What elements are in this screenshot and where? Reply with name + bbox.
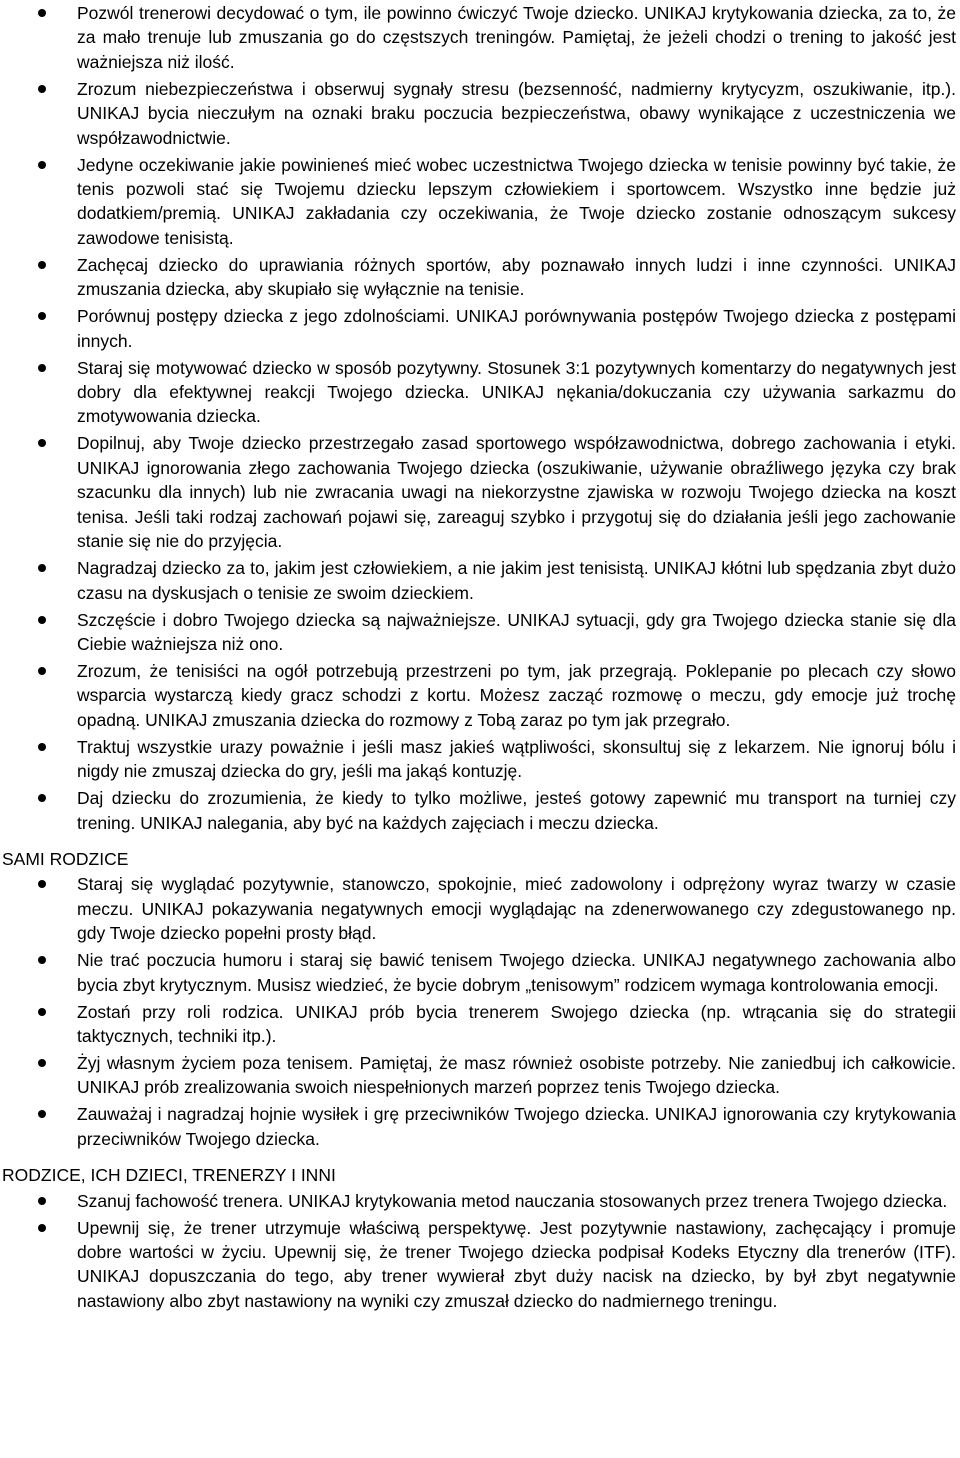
list-item bbox=[0, 786, 960, 835]
list-item-text: Daj dziecku do zrozumienia, że kiedy to tylko możliwe, jesteś gotowy zapewnić mu transport na turniej czy trening. UNIKAJ nalegania, aby być na każdych zajęciach i meczu dziecka. bbox=[77, 788, 956, 833]
bullet-icon bbox=[38, 85, 46, 93]
list-item bbox=[0, 304, 960, 353]
bullet-icon bbox=[38, 1110, 46, 1118]
list-item-text: Staraj się motywować dziecko w sposób pozytywny. Stosunek 3:1 pozytywnych komentarzy do negatywnych jest dobry dla efektywnej reakcji Twojego dziecka. UNIKAJ nękania/dokuczania czy używania sarkazmu do zmotywowania dziecka. bbox=[77, 357, 956, 427]
list-item bbox=[0, 253, 960, 302]
list-item bbox=[0, 431, 960, 553]
bullet-icon bbox=[38, 794, 46, 802]
bullet-icon bbox=[38, 9, 46, 17]
list-item bbox=[0, 153, 960, 251]
list-item-text: Zachęcaj dziecko do uprawiania różnych sportów, aby poznawało innych ludzi i inne czynności. UNIKAJ zmuszania dziecka, aby skupiało się wyłącznie na tenisie. bbox=[77, 254, 956, 300]
list-item-text: Zauważaj i nagradzaj hojnie wysiłek i grę przeciwników Twojego dziecka. UNIKAJ ignorowania czy krytykowania przeciwników Twojego dziecka. bbox=[77, 1104, 956, 1149]
list-item-text: Nie trać poczucia humoru i staraj się bawić tenisem Twojego dziecka. UNIKAJ negatywnego zachowania albo bycia zbyt krytycznym. Musisz wiedzieć, że bycie dobrym „tenisowym” rodzicem wymaga kontrolowania emocji. bbox=[77, 950, 956, 995]
section-heading-others: RODZICE, ICH DZIECI, TRENERZY I INNI bbox=[2, 1165, 336, 1186]
bullet-icon bbox=[38, 161, 46, 169]
bullet-icon bbox=[38, 1197, 46, 1205]
list-item-text: Szanuj fachowość trenera. UNIKAJ krytykowania metod nauczania stosowanych przez trenera Twojego dziecka. bbox=[77, 1190, 948, 1211]
list-item bbox=[0, 608, 960, 657]
bullet-icon bbox=[38, 956, 46, 964]
list-item bbox=[0, 948, 960, 997]
list-item bbox=[0, 659, 960, 732]
list-item-text: Szczęście i dobro Twojego dziecka są najważniejsze. UNIKAJ sytuacji, gdy gra Twojego dziecka stanie się dla Ciebie ważniejsza niż ono. bbox=[77, 609, 956, 654]
list-item bbox=[0, 77, 960, 150]
list-item-text: Zostań przy roli rodzica. UNIKAJ prób bycia trenerem Swojego dziecka (np. wtrącania się do strategii taktycznych, techniki itp.). bbox=[77, 1001, 956, 1046]
list-item-text: Zrozum niebezpieczeństwa i obserwuj sygnały stresu (bezsenność, nadmierny krytycyzm, oszukiwanie, itp.). UNIKAJ bycia nieczułym na oznaki braku poczucia bezpieczeństwa, obawy wynikające z uczestniczenia we współzawodnictwie. bbox=[77, 78, 956, 148]
list-item bbox=[0, 556, 960, 605]
bullet-icon bbox=[38, 1008, 46, 1016]
list-item bbox=[0, 1000, 960, 1049]
list-item-text: Pozwól trenerowi decydować o tym, ile powinno ćwiczyć Twoje dziecko. UNIKAJ krytykowania dziecka, za to, że za mało trenuje lub zmuszania go do częstszych treningów. Pamiętaj, że jeżeli chodzi o trening to jakość jest ważniejsza niż ilość. bbox=[77, 3, 956, 72]
list-item bbox=[0, 1102, 960, 1151]
bullet-icon bbox=[38, 1224, 46, 1232]
bullet-icon bbox=[38, 364, 46, 372]
list-item bbox=[0, 1, 960, 74]
list-item bbox=[0, 735, 960, 784]
list-item-text: Żyj własnym życiem poza tenisem. Pamiętaj, że masz również osobiste potrzeby. Nie zaniedbuj ich całkowicie. UNIKAJ prób zrealizowania swoich niespełnionych marzeń poprzez tenis Twojego dziecka. bbox=[77, 1052, 956, 1098]
bullet-icon bbox=[38, 312, 46, 320]
list-item bbox=[0, 1051, 960, 1100]
bullet-icon bbox=[38, 1059, 46, 1067]
bullet-icon bbox=[38, 880, 46, 888]
list-item bbox=[0, 1189, 960, 1213]
bullet-icon bbox=[38, 667, 46, 675]
list-item-text: Dopilnuj, aby Twoje dziecko przestrzegało zasad sportowego współzawodnictwa, dobrego zachowania i etyki. UNIKAJ ignorowania złego zachowania Twojego dziecka (oszukiwanie, używanie obraźliwego języka czy brak szacunku dla innych) lub nie zwracania uwagi na niekorzystne zjawiska w rozwoju Twojego dziecka na koszt tenisa. Jeśli taki rodzaj zachowań pojawi się, zareaguj szybko i przygotuj się do działania jeśli jego zachowanie stanie się nie do przyjęcia. bbox=[77, 433, 956, 552]
list-item-text: Porównuj postępy dziecka z jego zdolnościami. UNIKAJ porównywania postępów Twojego dziecka z postępami innych. bbox=[77, 306, 956, 351]
bullet-icon bbox=[38, 261, 46, 269]
bullet-icon bbox=[38, 564, 46, 572]
parents-list bbox=[0, 872, 960, 1151]
list-item-text: Nagradzaj dziecko za to, jakim jest człowiekiem, a nie jakim jest tenisistą. UNIKAJ kłótni lub spędzania zbyt dużo czasu na dyskusjach o tenisie ze swoim dzieckiem. bbox=[77, 558, 956, 603]
list-item bbox=[0, 356, 960, 429]
bullet-icon bbox=[38, 439, 46, 447]
bullet-icon bbox=[38, 616, 46, 624]
others-list bbox=[0, 1189, 960, 1314]
list-item-text: Jedyne oczekiwanie jakie powinieneś mieć wobec uczestnictwa Twojego dziecka w tenisie powinny być takie, że tenis pozwoli stać się Twojemu dziecku lepszym człowiekiem i sportowcem. Wszystko inne będzie już dodatkiem/premią. UNIKAJ zakładania czy oczekiwania, że Twoje dziecko zostanie odnoszącym sukcesy zawodowe tenisistą. bbox=[77, 154, 956, 248]
list-item-text: Traktuj wszystkie urazy poważnie i jeśli masz jakieś wątpliwości, skonsultuj się z lekarzem. Nie ignoruj bólu i nigdy nie zmuszaj dziecka do gry, jeśli ma jakąś kontuzję. bbox=[77, 736, 956, 782]
bullet-icon bbox=[38, 743, 46, 751]
section-heading-parents: SAMI RODZICE bbox=[2, 848, 129, 869]
list-item-text: Zrozum, że tenisiści na ogół potrzebują przestrzeni po tym, jak przegrają. Poklepanie po plecach czy słowo wsparcia wystarczą kiedy gracz schodzi z kortu. Możesz zacząć rozmowę o meczu, gdy emocje już trochę opadną. UNIKAJ zmuszania dziecka do rozmowy z Tobą zaraz po tym jak przegrało. bbox=[77, 660, 956, 730]
list-item bbox=[0, 872, 960, 945]
list-item bbox=[0, 1216, 960, 1314]
list-item-text: Upewnij się, że trener utrzymuje właściwą perspektywę. Jest pozytywnie nastawiony, zachęcający i promuje dobre wartości w życiu. Upewnij się, że trener Twojego dziecka podpisał Kodeks Etyczny dla trenerów (ITF). UNIKAJ dopuszczania do tego, aby trener wywierał zbyt duży nacisk na dziecko, by był zbyt negatywnie nastawiony albo zbyt nastawiony na wyniki czy zmuszał dziecko do nadmiernego treningu. bbox=[77, 1217, 956, 1311]
list-item-text: Staraj się wyglądać pozytywnie, stanowczo, spokojnie, mieć zadowolony i odprężony wyraz twarzy w czasie meczu. UNIKAJ pokazywania negatywnych emocji wyglądając na zdenerwowanego czy zdegustowanego np. gdy Twoje dziecko popełni prosty błąd. bbox=[77, 874, 956, 944]
